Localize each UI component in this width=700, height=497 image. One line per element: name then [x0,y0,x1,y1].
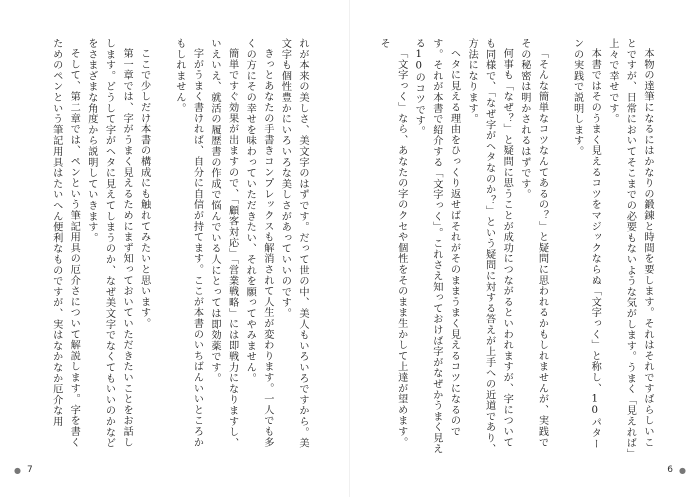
left-paragraph-5: ここで少しだけ本書の構成にも触れてみたいと思います。 [138,48,150,329]
left-page [0,0,349,497]
left-paragraph-2: きっとあなたの手書きコンプレックスも解消されて人生が変わります。一人でも多くの方にその幸せを味わっていただきたい、それを願ってやみません。 [244,38,273,448]
right-paragraph-5: ヘタに見える理由をひっくり返せばそれがそのままうまく見えるコツになるのです。それが本書で紹介する「文字っく」。これさえ知っておけば字がなぜかうまく見える10のコツです。 [413,38,460,455]
right-page-body-text [366,38,656,458]
right-paragraph-6: 「文字っく」なら、あなたの字のクセや個性をそのまま生かして上達が望めます。そ [378,38,407,448]
left-paragraph-4: 字がうまく書ければ、自分に自信が持てます。ここが本書のいちばんいいところかもしれません。 [173,38,203,448]
left-page-folio [14,465,33,475]
left-page-body-text [21,38,311,458]
left-paragraph-3: 簡単ですぐ効果が出ますので、「顧客対応」「営業戦略」には即戦力になりますし、いえいえ、就活の履歴書の作成で悩んでいる人にとっては即効薬です。 [209,38,238,449]
right-page [350,0,700,497]
right-paragraph-2: 本書ではそのうまく見えるコツをマジックならぬ「文字っく」と称し、10パターンの実践で説明します。 [571,38,601,450]
left-paragraph-1: れが本来の美しさ、美文字のはずです。だって世の中、美人もいろいろですから。美文字も個性豊かにいろいろな美しさがあっていいのです。 [279,38,308,449]
right-paragraph-3: 「そんな簡単なコツなんてあるの？」と疑問に思われるかもしれませんが、実践でその秘密は明かされるはずです。 [518,38,548,448]
left-blank-line [153,38,171,458]
right-paragraph-4: 何事も「なぜ？」と疑問に思うことが成功につながるといわれますが、字についても同様で、「なぜ字がヘタなのか？」という疑問に対する答えが上手への近道であり、方法になります。 [466,38,513,455]
left-paragraph-6: 第一章では、字がうまく見えるためにまず知っておいていただきたいことをお話しします。どうして字がヘタに見えてしまうのか、なぜ美文字でなくてもいいのかなどをさまざまな角度から説明していきます。 [85,38,133,449]
right-paragraph-1: 本物の達筆になるにはかなりの鍛錬と時間を要します。それはそれですばらしいことですが、日常においてそこまでの必要もないような気がします。うまく「見えれば」上々で幸せです。 [606,38,653,455]
left-page-number: 7 [26,465,33,475]
right-page-number: 6 [667,465,674,475]
right-blank-line [550,38,568,458]
right-page-folio [667,465,686,475]
folio-dot-icon: ● [14,465,21,475]
left-paragraph-7: そして、第二章では、ペンという筆記用具の厄介さについて解説します。字を書くためのペンという筆記用具はたいへん便利なものですが、実はなかなか厄介な用 [50,38,80,448]
folio-dot-icon: ● [679,465,686,475]
